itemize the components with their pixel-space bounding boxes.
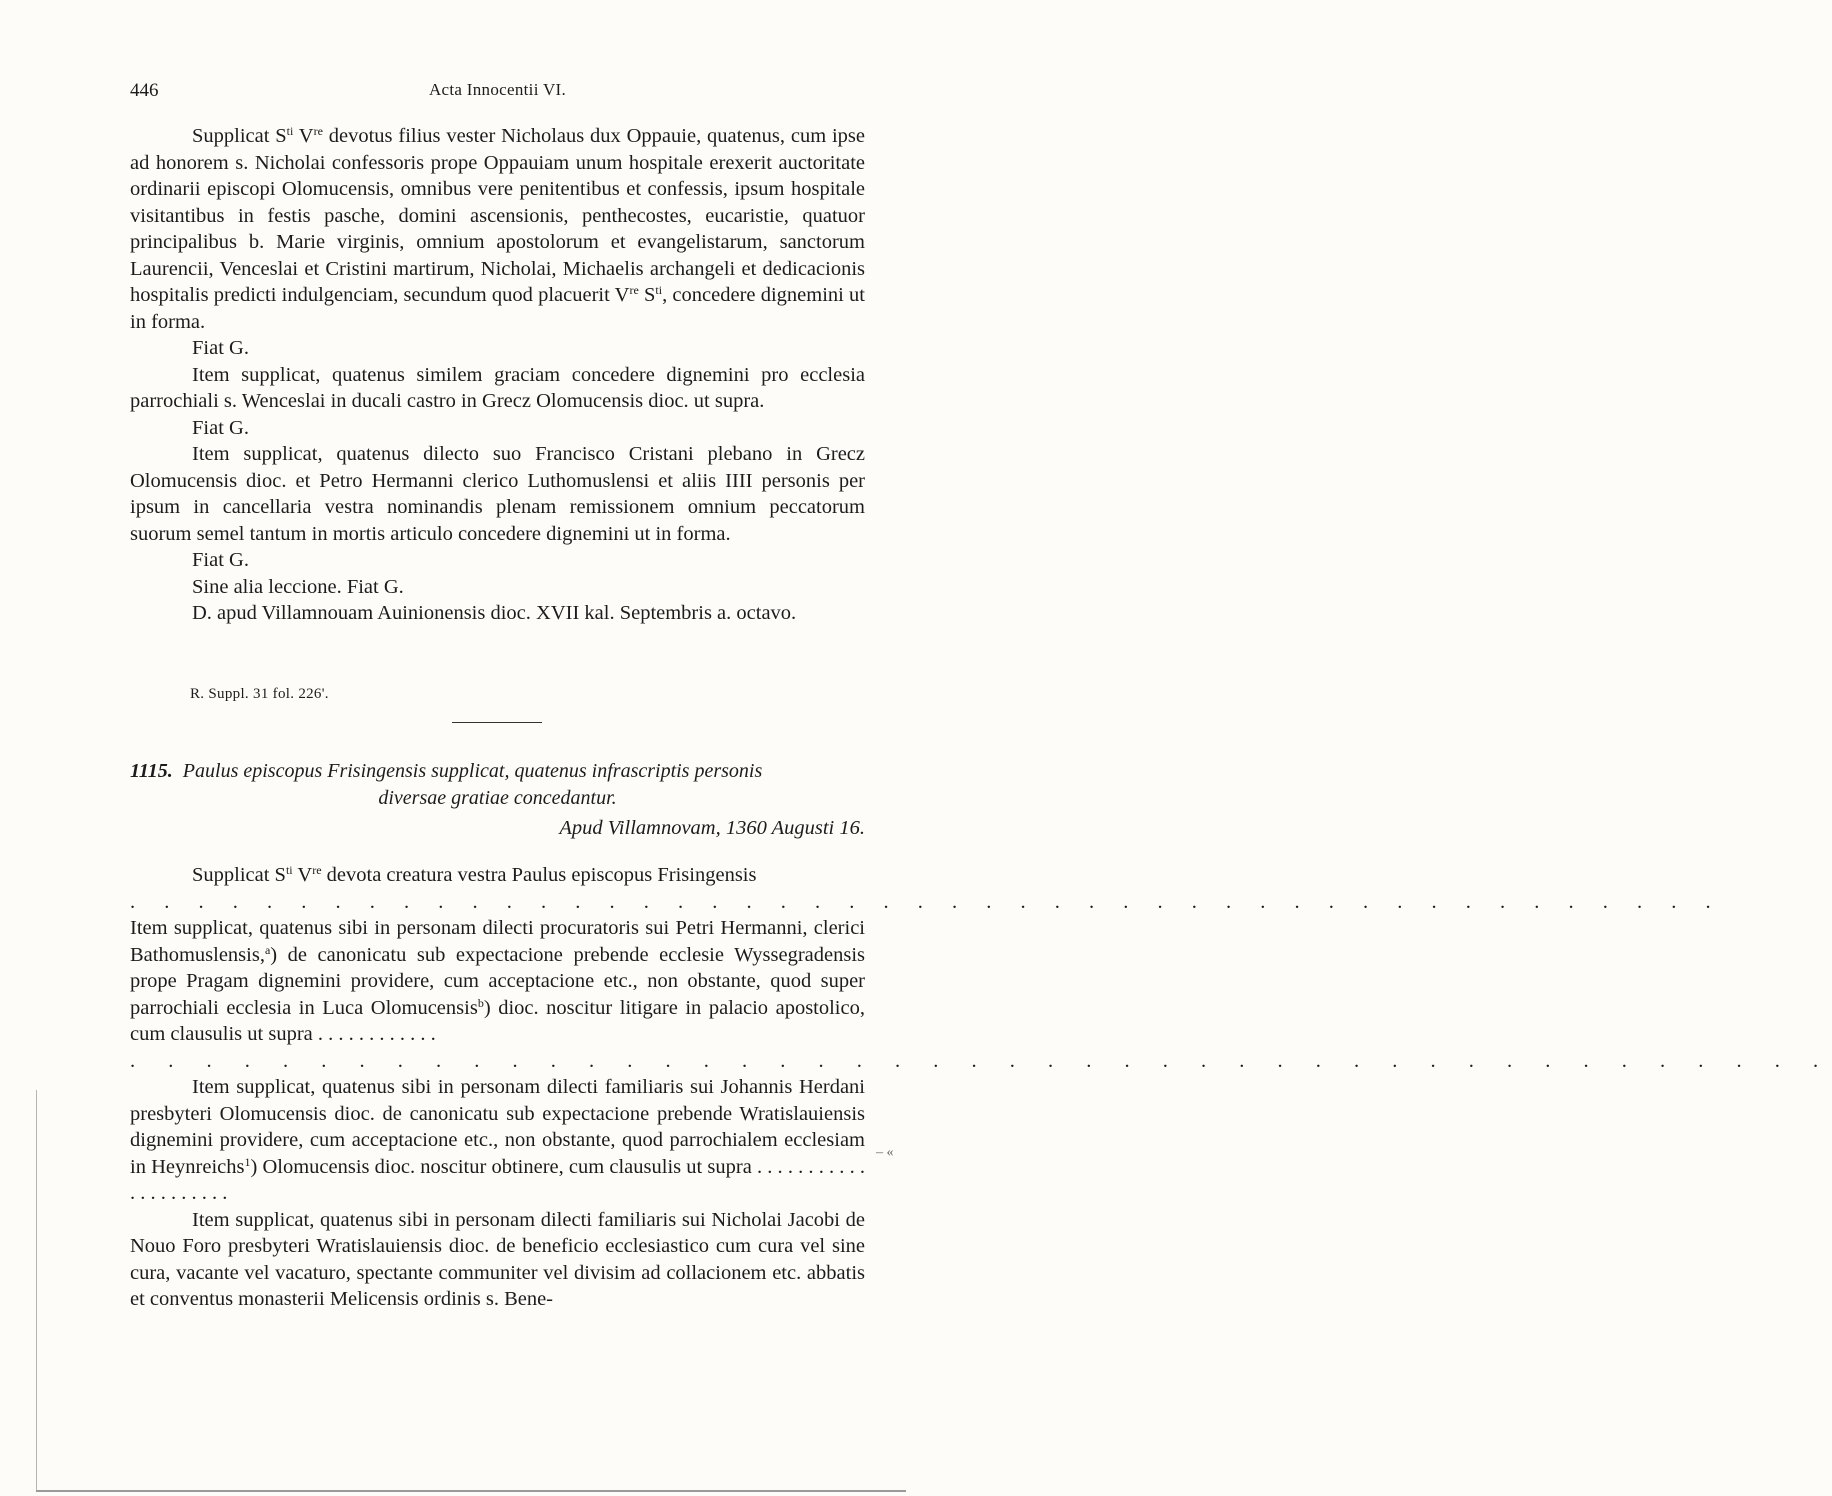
ellipsis-row: . . . . . . . . . . . . . . . . . . . . . . . . . . . . . . . . . . . . . . . . . . . . . . . xyxy=(130,890,1723,913)
paragraph-francisco-cristani: Item supplicat, quatenus dilecto suo Francisco Cristani plebano in Grecz Olomucensis dioc. et Petro Hermanni clerico Luthomuslensi et aliis IIII personis per ipsum in cancellaria vestra nominandis plenam remissionem omnium peccatorum suorum semel tantum in mortis articulo concedere dignemini ut in forma. xyxy=(130,443,865,545)
paragraph-grecz-church: Item supplicat, quatenus similem graciam concedere dignemini pro ecclesia parrochiali s. Wenceslai in ducali castro in Grecz Olomucensis dioc. ut supra. xyxy=(130,363,865,412)
fiat-line: Fiat G. xyxy=(192,416,249,439)
scan-edge-left xyxy=(36,1090,37,1490)
entry-title-line-1: Paulus episcopus Frisingensis supplicat, quatenus infrascriptis personis xyxy=(182,760,763,782)
supplication-block-1 xyxy=(130,123,865,627)
paragraph-paulus-episcopus: Supplicat $S^{ti}$ Vre devota creatura vestra Paulus episcopus Frisingensis xyxy=(192,863,757,886)
margin-mark: – « xyxy=(876,1145,894,1160)
entry-heading xyxy=(130,758,865,842)
paragraph-duke-nicholaus: Supplicat $S^{ti}$ Vre devotus filius vester Nicholaus dux Oppauie, quatenus, cum ipse ad honorem s. Nicholai confessoris prope Oppauiam unum hospitale erexerit auctoritate ordinarii episcopi Olomucensis, omnibus vere penitentibus et confessis, ipsum hospitale visitantibus in festis pasche, domini ascensionis, penthecostes, eucaristie, quatuor principalibus b. Marie virginis, omnium apostolorum et evangelistarum, sanctorum Laurencii, Venceslai et Cristini martirum, Nicholai, Michaelis archangeli et dedicacionis hospitalis predicti indulgenciam, secundum quod placuerit Vre $S^{ti}$, concedere dignemini ut in forma. xyxy=(130,124,865,333)
entry-number: 1115. xyxy=(130,760,173,782)
fiat-line: Fiat G. xyxy=(192,549,249,571)
section-divider xyxy=(452,722,542,723)
fiat-line: Fiat G. xyxy=(192,337,249,359)
paragraph-nicholai-jacobi: Item supplicat, quatenus sibi in personam dilecti familiaris sui Nicholai Jacobi de Nouo Foro presbyteri Wratislauiensis dioc. de beneficio ecclesiastico cum cura vel sine cura, vacante vel vacaturo, spectante communiter vel divisim ad collacionem etc. abbatis et conventus monasterii Melicensis ordinis s. Bene- xyxy=(130,1208,865,1310)
page-number: 446 xyxy=(130,80,159,101)
dated-line: D. apud Villamnouam Auinionensis dioc. XVII kal. Septembris a. octavo. xyxy=(192,602,797,624)
archive-reference: R. Suppl. 31 fol. 226'. xyxy=(190,686,329,702)
running-title: Acta Innocentii VI. xyxy=(428,80,567,99)
ellipsis-row: . . . . . . . . . . . . . . . . . . . . . . . . . . . . . . . . . . . . . . . . . . . . . xyxy=(130,1049,1832,1072)
page-header xyxy=(130,80,865,106)
entry-title-line-2: diversae gratiae concedantur. xyxy=(378,787,617,809)
entry-place-date: Apud Villamnovam, 1360 Augusti 16. xyxy=(559,817,865,839)
sine-alia-line: Sine alia leccione. Fiat G. xyxy=(192,575,404,598)
scan-edge-bottom xyxy=(36,1490,906,1492)
paragraph-petri-hermanni: Item supplicat, quatenus sibi in personam dilecti procuratoris sui Petri Hermanni, clerici Bathomuslensis,$^a$) de canonicatu sub expectacione prebende ecclesie Wyssegradensis prope Pragam dignemini providere, cum acceptacione etc., non obstante, quod super parrochiali ecclesia in Luca Olomucensis$^b$) dioc. noscitur litigare in palacio apostolico, cum clausulis ut supra . . . . . . . . . . . . xyxy=(130,917,865,1045)
paragraph-johannis-herdani: Item supplicat, quatenus sibi in personam dilecti familiaris sui Johannis Herdani presbyteri Olomucensis dioc. de canonicatu sub expectacione prebende Wratislauiensis dignemini providere, cum acceptacione etc., non obstante, quod parrochialem ecclesiam in Heynreichs$^1$) Olomucensis dioc. noscitur obtinere, cum clausulis ut supra . . . . . . . . . . . . . . . . . . . . . xyxy=(130,1076,865,1204)
supplication-block-2 xyxy=(130,862,1832,1313)
